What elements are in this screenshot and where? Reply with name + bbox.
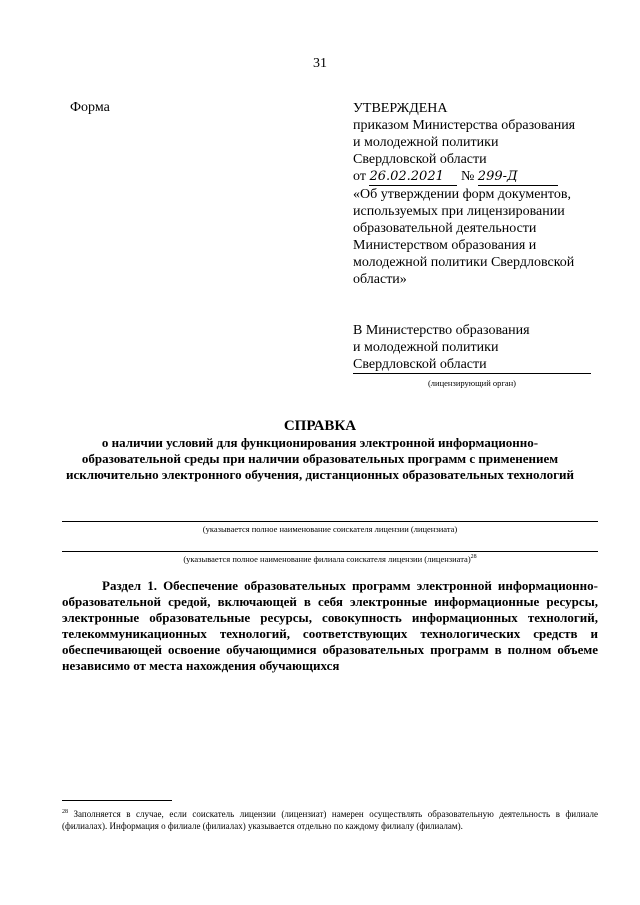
- approval-line-3: Свердловской области: [353, 152, 487, 167]
- branch-name-line: [62, 551, 598, 552]
- licensing-body-caption: (лицензирующий орган): [427, 378, 517, 388]
- branch-caption-row: [62, 554, 598, 564]
- applicant-name-line: [62, 521, 598, 522]
- footnote-marker: 28: [62, 809, 68, 815]
- addressee-line-3: Свердловской области: [353, 356, 591, 374]
- footnote-separator: [62, 800, 172, 801]
- section-1: [62, 578, 598, 674]
- addressee-line-2: и молодежной политики: [353, 340, 499, 355]
- branch-footnote-ref: 28: [470, 554, 477, 561]
- number-value: 299-Д: [478, 168, 558, 186]
- date-prefix: от: [353, 169, 366, 184]
- approval-heading: УТВЕРЖДЕНА: [353, 101, 448, 116]
- section-1-text: Раздел 1. Обеспечение образовательных программ электронной информационно-образовательной средой, включающей в себя электронные информационные ресурсы, электронные образовательные ресурсы, совокупность информационных технологий, телекоммуникационных технологий, соответствующих технологических средств и обеспечивающей освоение обучающимися образовательных программ в полном объеме независимо от места нахождения обучающихся: [62, 578, 598, 673]
- form-label: Форма: [70, 100, 110, 115]
- approval-line-2: и молодежной политики: [353, 135, 499, 150]
- approval-block: [353, 100, 603, 288]
- document-title: СПРАВКА: [283, 418, 357, 434]
- footnote: [62, 806, 598, 832]
- order-title: «Об утверждении форм документов, используемых при лицензировании образовательной деятельности Министерством образования и молодежной политики Свердловской области»: [353, 187, 575, 287]
- page-number: 31: [313, 56, 327, 71]
- addressee-block: [353, 322, 603, 392]
- applicant-caption: (указывается полное наименование соискателя лицензии (лицензиата): [202, 524, 458, 534]
- approval-date-line: [353, 168, 603, 186]
- addressee-line-1: В Министерство образования: [353, 323, 530, 338]
- document-subtitle: о наличии условий для функционирования электронной информационно-образовательной среды при наличии образовательных программ с применением исключительно электронного обучения, дистанционных образовательных технологий: [65, 435, 575, 482]
- branch-caption: (указывается полное наименование филиала соискателя лицензии (лицензиата): [183, 554, 471, 564]
- footnote-text: Заполняется в случае, если соискатель лицензии (лицензиат) намерен осуществлять образовательную деятельность в филиале (филиалах). Информация о филиале (филиалах) указывается отдельно по каждому филиалу (филиалам).: [62, 809, 598, 831]
- date-value: 26.02.2021: [369, 168, 457, 186]
- approval-line-1: приказом Министерства образования: [353, 118, 576, 133]
- number-prefix: №: [460, 169, 475, 184]
